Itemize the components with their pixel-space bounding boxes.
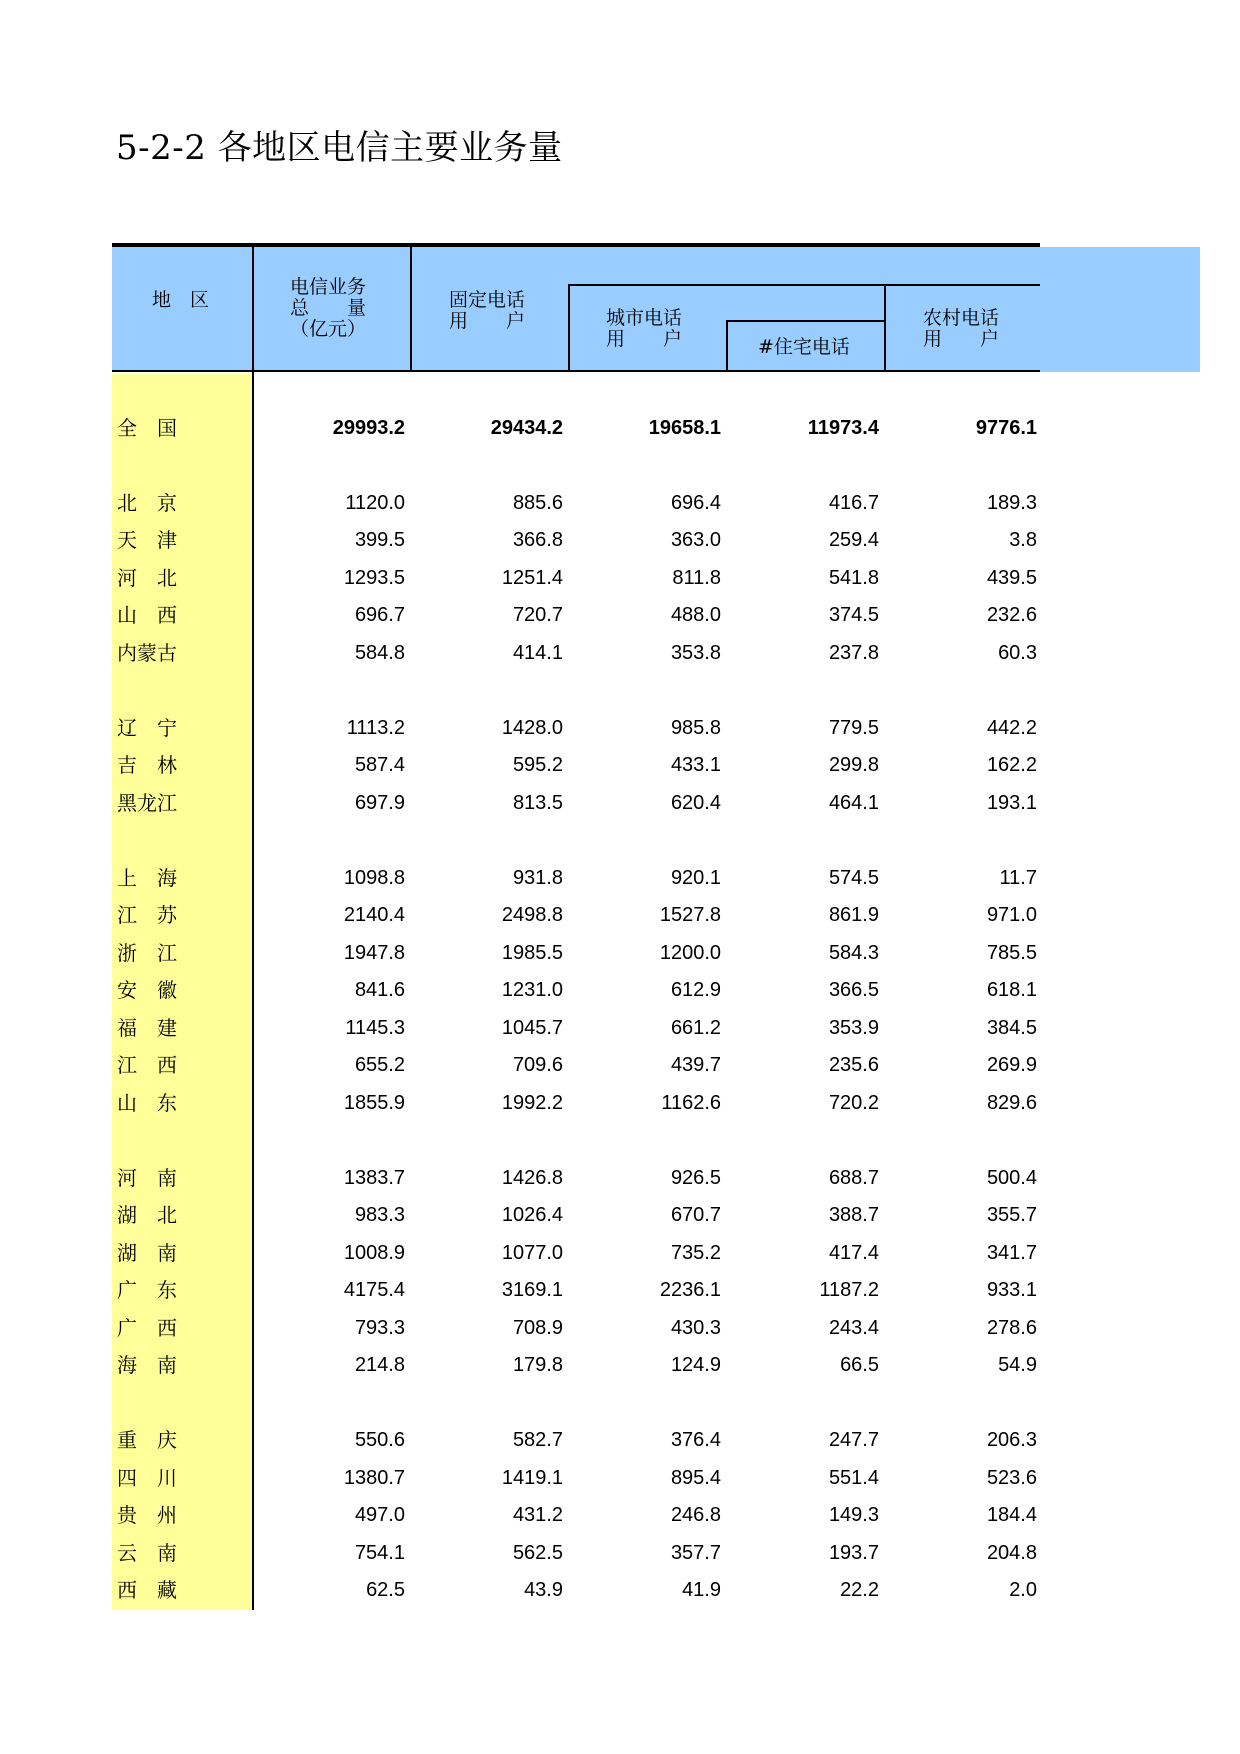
region-label: 黑龙江	[117, 791, 177, 815]
cell-residential: 416.7	[828, 492, 879, 514]
cell-residential: 66.5	[840, 1354, 879, 1376]
cell-total: 4175.4	[343, 1279, 405, 1301]
header-divider	[568, 284, 570, 372]
header-residential: #住宅电话	[758, 336, 850, 358]
cell-urban: 661.2	[670, 1017, 721, 1039]
cell-rural: 278.6	[986, 1317, 1037, 1339]
cell-fixed: 709.6	[512, 1054, 563, 1076]
cell-fixed: 366.8	[512, 529, 563, 551]
cell-total: 1008.9	[343, 1242, 405, 1264]
region-label: 内蒙古	[117, 641, 177, 665]
region-label: 广 东	[117, 1278, 177, 1302]
cell-rural: 269.9	[986, 1054, 1037, 1076]
cell-urban: 612.9	[670, 979, 721, 1001]
region-label: 浙 江	[117, 941, 177, 965]
cell-urban: 1162.6	[661, 1092, 721, 1114]
cell-fixed: 1251.4	[501, 567, 563, 589]
cell-urban: 811.8	[672, 567, 721, 589]
cell-fixed: 1045.7	[501, 1017, 563, 1039]
header-divider	[568, 284, 1040, 286]
cell-rural: 9776.1	[975, 417, 1037, 439]
cell-urban: 1200.0	[659, 942, 721, 964]
cell-residential: 193.7	[828, 1542, 879, 1564]
cell-urban: 124.9	[670, 1354, 721, 1376]
cell-total: 29993.2	[332, 417, 405, 439]
cell-rural: 439.5	[986, 567, 1037, 589]
cell-residential: 574.5	[828, 867, 879, 889]
cell-total: 2140.4	[343, 904, 405, 926]
cell-residential: 551.4	[828, 1467, 879, 1489]
cell-urban: 41.9	[682, 1579, 721, 1601]
table-header	[112, 247, 1200, 372]
page-title: 5-2-2 各地区电信主要业务量	[116, 128, 563, 168]
cell-urban: 985.8	[670, 717, 721, 739]
cell-fixed: 813.5	[512, 792, 563, 814]
cell-total: 399.5	[354, 529, 405, 551]
cell-total: 696.7	[354, 604, 405, 626]
region-label: 辽 宁	[117, 716, 177, 740]
cell-urban: 920.1	[670, 867, 721, 889]
cell-urban: 1527.8	[659, 904, 721, 926]
cell-rural: 500.4	[986, 1167, 1037, 1189]
cell-residential: 11973.4	[807, 417, 879, 439]
region-label: 江 西	[117, 1053, 177, 1077]
cell-rural: 60.3	[998, 642, 1037, 664]
cell-urban: 439.7	[670, 1054, 721, 1076]
cell-fixed: 931.8	[512, 867, 563, 889]
cell-residential: 779.5	[828, 717, 879, 739]
cell-rural: 523.6	[986, 1467, 1037, 1489]
region-label: 海 南	[117, 1353, 177, 1377]
cell-fixed: 720.7	[512, 604, 563, 626]
cell-urban: 620.4	[670, 792, 721, 814]
region-label: 全 国	[117, 416, 177, 440]
cell-total: 697.9	[354, 792, 405, 814]
cell-total: 1380.7	[343, 1467, 405, 1489]
cell-residential: 374.5	[828, 604, 879, 626]
region-label: 广 西	[117, 1316, 177, 1340]
header-divider	[410, 247, 412, 372]
region-label: 湖 北	[117, 1203, 177, 1227]
cell-rural: 232.6	[986, 604, 1037, 626]
region-label: 山 东	[117, 1091, 177, 1115]
cell-rural: 189.3	[986, 492, 1037, 514]
cell-urban: 19658.1	[648, 417, 721, 439]
region-label: 西 藏	[117, 1578, 177, 1602]
cell-rural: 3.8	[1009, 529, 1037, 551]
cell-rural: 355.7	[986, 1204, 1037, 1226]
cell-fixed: 1026.4	[501, 1204, 563, 1226]
cell-fixed: 3169.1	[501, 1279, 563, 1301]
cell-urban: 353.8	[670, 642, 721, 664]
cell-fixed: 1985.5	[501, 942, 563, 964]
header-divider	[252, 247, 254, 372]
cell-rural: 2.0	[1009, 1579, 1037, 1601]
cell-total: 214.8	[354, 1354, 405, 1376]
cell-fixed: 708.9	[512, 1317, 563, 1339]
region-label: 云 南	[117, 1541, 177, 1565]
cell-rural: 162.2	[986, 754, 1037, 776]
cell-rural: 184.4	[986, 1504, 1037, 1526]
cell-rural: 54.9	[998, 1354, 1037, 1376]
cell-total: 754.1	[354, 1542, 405, 1564]
cell-total: 1947.8	[343, 942, 405, 964]
cell-rural: 11.7	[999, 867, 1037, 889]
cell-urban: 670.7	[670, 1204, 721, 1226]
header-urban: 城市电话 用 户	[606, 307, 683, 350]
cell-fixed: 1426.8	[501, 1167, 563, 1189]
cell-total: 983.3	[354, 1204, 405, 1226]
cell-fixed: 179.8	[512, 1354, 563, 1376]
cell-total: 1098.8	[343, 867, 405, 889]
header-total: 电信业务 总 量 （亿元）	[290, 276, 367, 340]
cell-urban: 696.4	[670, 492, 721, 514]
region-label: 江 苏	[117, 903, 177, 927]
cell-residential: 417.4	[828, 1242, 879, 1264]
cell-total: 497.0	[354, 1504, 405, 1526]
cell-urban: 357.7	[670, 1542, 721, 1564]
cell-rural: 206.3	[986, 1429, 1037, 1451]
cell-fixed: 1992.2	[501, 1092, 563, 1114]
cell-residential: 259.4	[828, 529, 879, 551]
cell-total: 1383.7	[343, 1167, 405, 1189]
cell-fixed: 1077.0	[501, 1242, 563, 1264]
region-label: 山 西	[117, 603, 177, 627]
cell-rural: 341.7	[986, 1242, 1037, 1264]
header-divider	[726, 320, 884, 322]
cell-residential: 541.8	[828, 567, 879, 589]
cell-urban: 376.4	[670, 1429, 721, 1451]
cell-fixed: 414.1	[512, 642, 563, 664]
cell-rural: 829.6	[986, 1092, 1037, 1114]
header-divider	[884, 284, 886, 372]
cell-residential: 366.5	[828, 979, 879, 1001]
cell-total: 1855.9	[343, 1092, 405, 1114]
cell-fixed: 1428.0	[501, 717, 563, 739]
region-label: 河 北	[117, 566, 177, 590]
header-region: 地 区	[152, 289, 210, 311]
header-fixed: 固定电话 用 户	[449, 289, 526, 332]
cell-total: 550.6	[354, 1429, 405, 1451]
region-label: 上 海	[117, 866, 177, 890]
region-label: 湖 南	[117, 1241, 177, 1265]
cell-rural: 384.5	[986, 1017, 1037, 1039]
cell-fixed: 582.7	[512, 1429, 563, 1451]
region-column-divider	[252, 372, 254, 1610]
cell-total: 1113.2	[346, 717, 405, 739]
cell-rural: 618.1	[986, 979, 1037, 1001]
cell-fixed: 29434.2	[490, 417, 563, 439]
cell-residential: 149.3	[828, 1504, 879, 1526]
cell-fixed: 1419.1	[501, 1467, 563, 1489]
cell-urban: 488.0	[670, 604, 721, 626]
cell-urban: 2236.1	[659, 1279, 721, 1301]
region-label: 河 南	[117, 1166, 177, 1190]
region-label: 重 庆	[117, 1428, 177, 1452]
cell-rural: 971.0	[986, 904, 1037, 926]
region-label: 福 建	[117, 1016, 177, 1040]
region-label: 贵 州	[117, 1503, 177, 1527]
cell-residential: 299.8	[828, 754, 879, 776]
cell-residential: 720.2	[828, 1092, 879, 1114]
cell-total: 1145.3	[345, 1017, 405, 1039]
cell-residential: 237.8	[828, 642, 879, 664]
region-label: 北 京	[117, 491, 177, 515]
region-label: 安 徽	[117, 978, 177, 1002]
cell-rural: 204.8	[986, 1542, 1037, 1564]
cell-residential: 243.4	[828, 1317, 879, 1339]
region-label: 天 津	[117, 528, 177, 552]
cell-urban: 246.8	[670, 1504, 721, 1526]
cell-residential: 1187.2	[819, 1279, 879, 1301]
cell-rural: 933.1	[986, 1279, 1037, 1301]
cell-urban: 895.4	[670, 1467, 721, 1489]
cell-rural: 785.5	[986, 942, 1037, 964]
cell-residential: 388.7	[828, 1204, 879, 1226]
cell-total: 655.2	[354, 1054, 405, 1076]
cell-total: 793.3	[354, 1317, 405, 1339]
cell-urban: 735.2	[670, 1242, 721, 1264]
cell-total: 1293.5	[343, 567, 405, 589]
cell-urban: 430.3	[670, 1317, 721, 1339]
cell-residential: 464.1	[828, 792, 879, 814]
cell-residential: 235.6	[828, 1054, 879, 1076]
cell-total: 587.4	[354, 754, 405, 776]
cell-residential: 688.7	[828, 1167, 879, 1189]
cell-total: 584.8	[354, 642, 405, 664]
cell-residential: 861.9	[828, 904, 879, 926]
cell-rural: 193.1	[986, 792, 1037, 814]
cell-fixed: 595.2	[512, 754, 563, 776]
cell-fixed: 431.2	[512, 1504, 563, 1526]
cell-residential: 353.9	[828, 1017, 879, 1039]
cell-rural: 442.2	[986, 717, 1037, 739]
header-rural: 农村电话 用 户	[923, 307, 1000, 350]
cell-fixed: 43.9	[524, 1579, 563, 1601]
region-label: 吉 林	[117, 753, 177, 777]
cell-total: 62.5	[366, 1579, 405, 1601]
cell-urban: 926.5	[670, 1167, 721, 1189]
cell-residential: 247.7	[828, 1429, 879, 1451]
cell-urban: 433.1	[670, 754, 721, 776]
cell-fixed: 885.6	[512, 492, 563, 514]
region-label: 四 川	[117, 1466, 177, 1490]
cell-urban: 363.0	[670, 529, 721, 551]
cell-total: 1120.0	[345, 492, 405, 514]
cell-fixed: 2498.8	[501, 904, 563, 926]
header-divider	[726, 320, 728, 372]
cell-residential: 584.3	[828, 942, 879, 964]
cell-total: 841.6	[354, 979, 405, 1001]
cell-fixed: 1231.0	[501, 979, 563, 1001]
cell-residential: 22.2	[840, 1579, 879, 1601]
cell-fixed: 562.5	[512, 1542, 563, 1564]
